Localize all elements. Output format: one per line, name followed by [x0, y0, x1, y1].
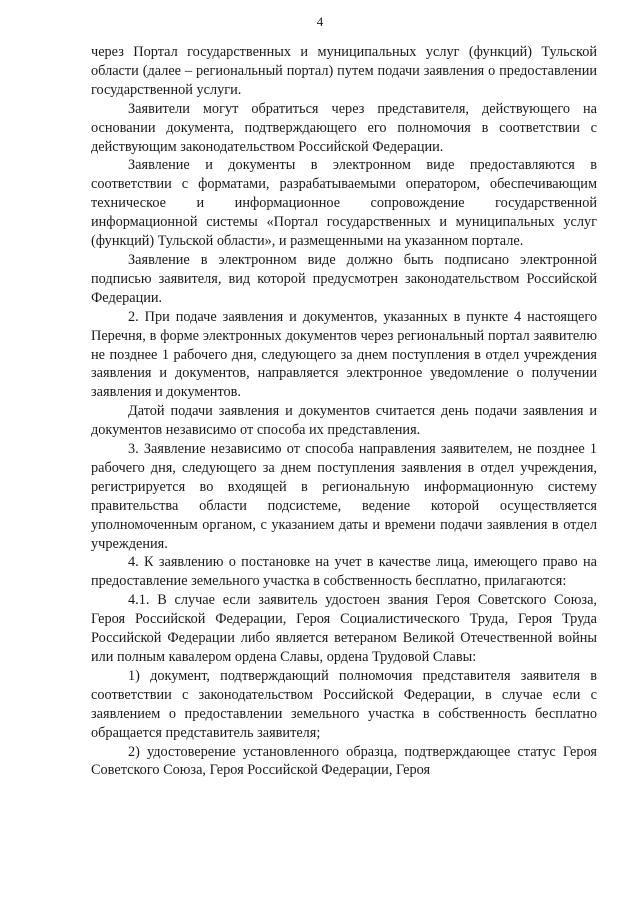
paragraph-electronic-formats: Заявление и документы в электронном виде предоставляются в соответствии с форматами, разрабатываемыми оператором, обеспечивающим техническое и информационное сопровождение государственной информационной системы «Портал государственных и муниципальных услуг (функций) Тульской области», и размещенными на указанном портале. [91, 157, 597, 250]
paragraph-item-2: 2) удостоверение установленного образца, подтверждающее статус Героя Советского Союза, Героя Российской Федерации, Героя [91, 743, 597, 779]
paragraph-clause-4: 4. К заявлению о постановке на учет в качестве лица, имеющего право на предоставление земельного участка в собственность бесплатно, прилагаются: [91, 554, 597, 590]
paragraph-submission-date: Датой подачи заявления и документов считается день подачи заявления и документов независимо от способа их представления. [91, 403, 597, 439]
paragraph-clause-3: 3. Заявление независимо от способа направления заявителем, не позднее 1 рабочего дня, следующего за днем поступления заявления в отдел учреждения, регистрируется во входящей в региональную информационную систему правительства области подсистеме, ведение которой осуществляется уполномоченным органом, с указанием даты и времени подачи заявления в отдел учреждения. [91, 441, 597, 552]
page-number: 4 [316, 14, 324, 29]
paragraph-item-1: 1) документ, подтверждающий полномочия представителя заявителя в соответствии с законодательством Российской Федерации, в случае если с заявлением о предоставлении земельного участка в собственность бесплатно обращается представитель заявителя; [91, 667, 597, 741]
document-body [91, 43, 597, 780]
paragraph-continuation: через Портал государственных и муниципальных услуг (функций) Тульской области (далее – региональный портал) путем подачи заявления о предоставлении государственной услуги. [91, 44, 597, 98]
paragraph-clause-2: 2. При подаче заявления и документов, указанных в пункте 4 настоящего Перечня, в форме электронных документов через региональный портал заявителю не позднее 1 рабочего дня, следующего за днем поступления в отдел учреждения заявления и документов, направляется электронное уведомление о получении заявления и документов. [91, 308, 597, 401]
paragraph-electronic-signature: Заявление в электронном виде должно быть подписано электронной подписью заявителя, вид которой предусмотрен законодательством Российской Федерации. [91, 251, 597, 306]
paragraph-clause-4-1: 4.1. В случае если заявитель удостоен звания Героя Советского Союза, Героя Российской Федерации, Героя Социалистического Труда, Героя Труда Российской Федерации либо является ветераном Великой Отечественной войны или полным кавалером ордена Славы, ордена Трудовой Славы: [91, 592, 597, 665]
paragraph-representative: Заявители могут обратиться через представителя, действующего на основании документа, подтверждающего его полномочия в соответствии с действующим законодательством Российской Федерации. [91, 100, 597, 155]
